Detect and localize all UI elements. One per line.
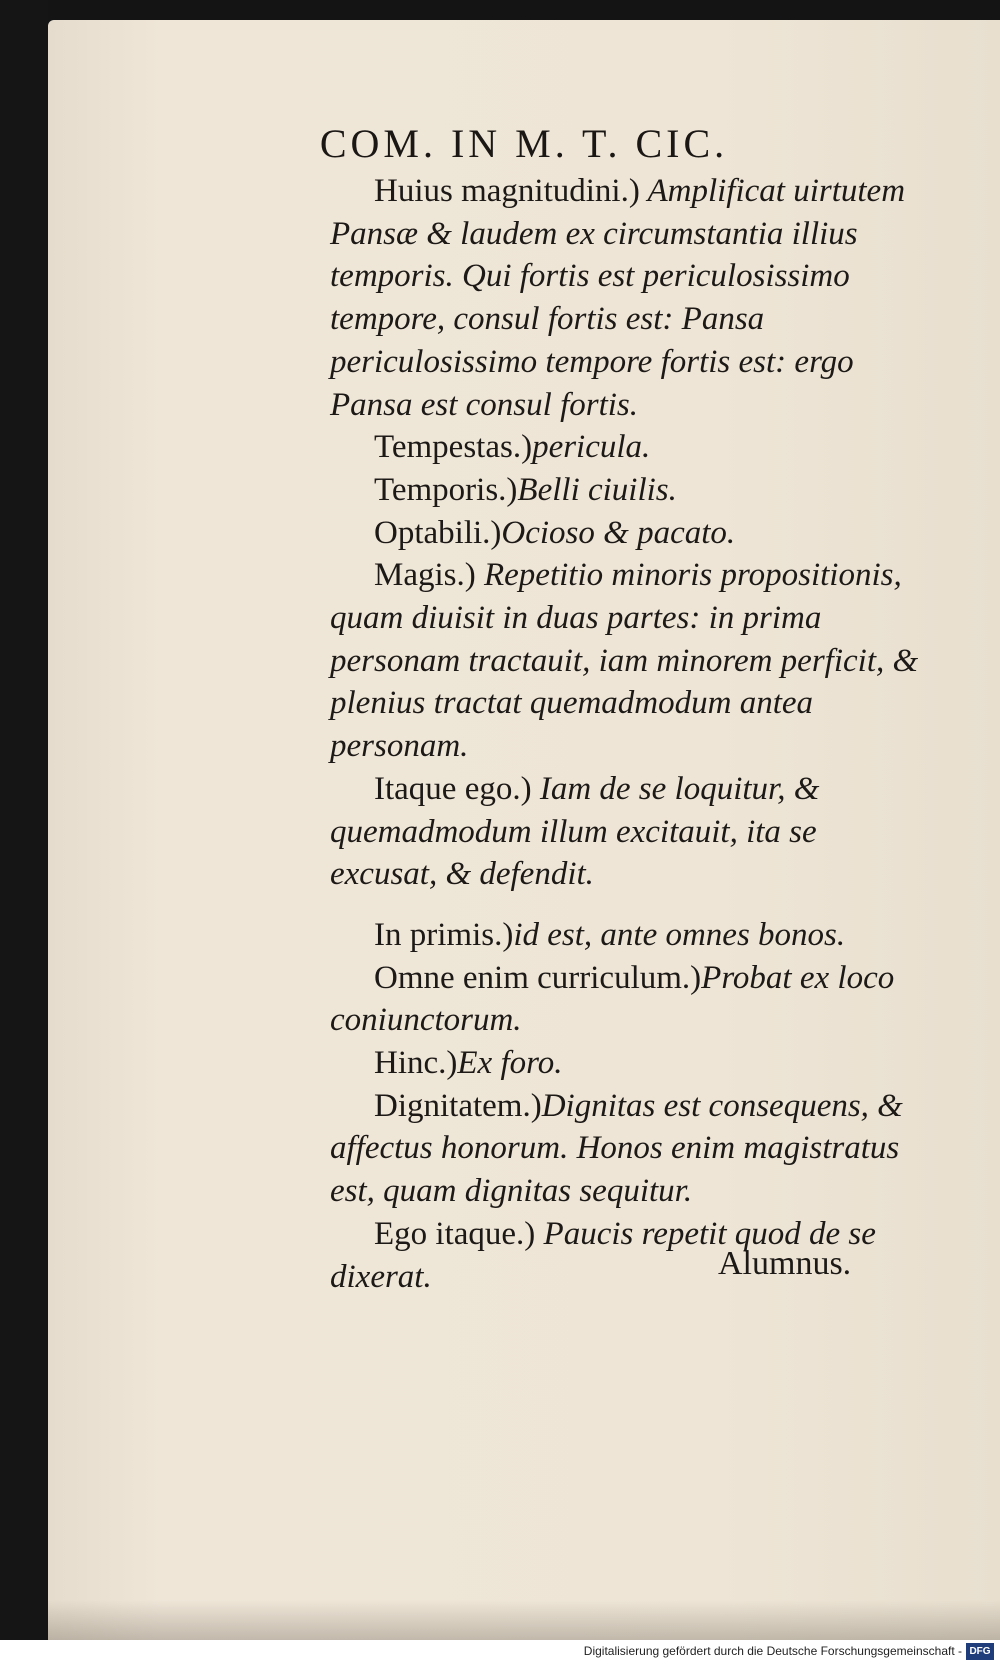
comment: Belli ciuilis. [517, 471, 677, 508]
comment: Amplificat uirtutem Pansæ & laudem ex circumstantia illius temporis. Qui fortis est periculosissimo tempore, consul fortis est: Pansa periculosissimo tempore fortis est: ergo Pansa est consul fortis. [330, 173, 906, 423]
comment: pericula. [532, 429, 651, 466]
lemma: In primis.) [374, 916, 514, 953]
paragraph-8 [330, 957, 930, 1042]
comment: Iam de se loquitur, & quemadmodum illum excitauit, ita se excusat, & defendit. [330, 770, 820, 893]
comment: Probat ex loco coniunctorum. [330, 959, 895, 1039]
lemma: Tempestas.) [374, 429, 533, 466]
digitization-footer [0, 1640, 1000, 1665]
running-title: COM. IN M. T. CIC. [319, 121, 729, 166]
lemma: Optabili.) [374, 514, 502, 551]
paragraph-10 [330, 1085, 930, 1213]
scan-border-top [0, 0, 1000, 22]
page-bottom-shadow [48, 1600, 1000, 1640]
dfg-logo-icon: DFG [966, 1643, 994, 1660]
paragraph-4 [330, 512, 930, 555]
paragraph-2 [330, 426, 930, 469]
paragraph-5 [330, 554, 930, 768]
paragraph-7 [330, 914, 930, 957]
catchword: Alumnus. [718, 1245, 852, 1282]
lemma: Itaque ego.) [374, 770, 532, 807]
lemma: Hinc.) [374, 1045, 458, 1082]
comment: Paucis repetit quod de se dixerat. [330, 1215, 876, 1295]
lemma: Huius magnitudini.) [374, 173, 640, 209]
comment: Ocioso & pacato. [501, 514, 736, 551]
footer-credit: Digitalisierung gefördert durch die Deutsche Forschungsgemeinschaft - [583, 1644, 962, 1658]
book-page [48, 20, 1000, 1640]
paragraph-1 [330, 170, 930, 426]
comment: Dignitas est consequens, & affectus honorum. Honos enim magistratus est, quam dignitas sequitur. [330, 1087, 903, 1210]
lemma: Temporis.) [374, 471, 518, 508]
lemma: Omne enim curriculum.) [374, 959, 702, 996]
lemma: Dignitatem.) [374, 1087, 542, 1124]
lemma: Ego itaque.) [374, 1215, 536, 1252]
scan-border-left [0, 0, 48, 1665]
paragraph-9 [330, 1042, 930, 1085]
comment: id est, ante omnes bonos. [513, 916, 846, 953]
comment: Ex foro. [457, 1045, 563, 1082]
paragraph-3 [330, 469, 930, 512]
lemma: Magis.) [374, 557, 476, 594]
comment: Repetitio minoris propositionis, quam diuisit in duas partes: in prima personam tractauit, iam minorem perficit, & plenius tractat quemadmodum antea personam. [330, 557, 919, 765]
commentary-text [330, 170, 930, 1298]
paragraph-6 [330, 768, 930, 896]
